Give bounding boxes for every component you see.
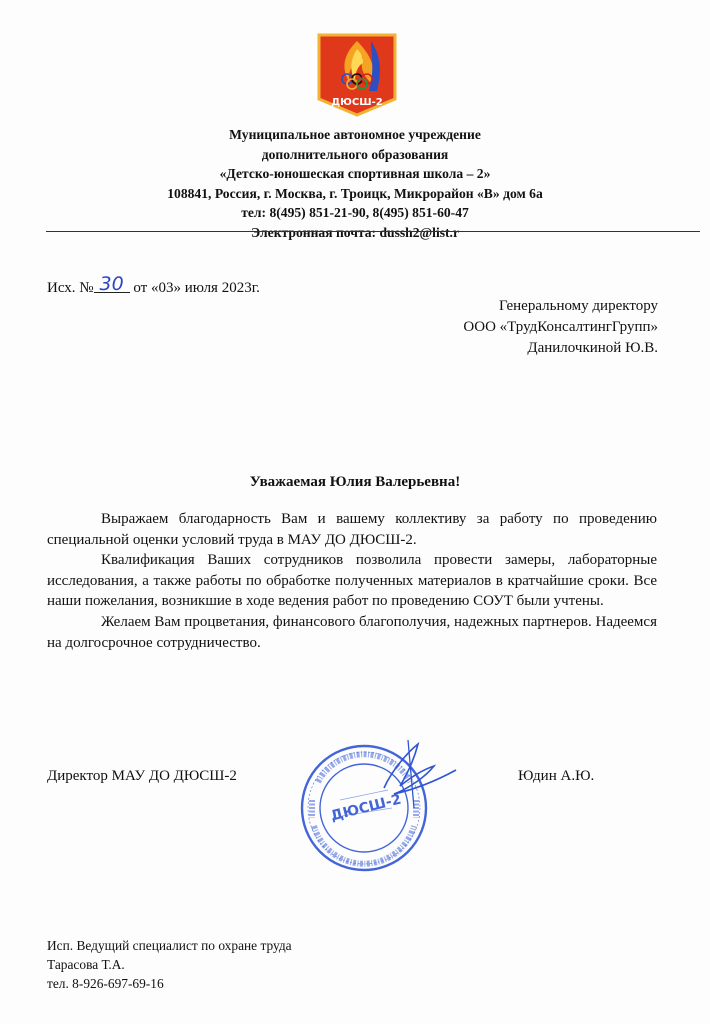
stamp-center-text: ДЮСШ-2 [329,791,403,825]
reference-number: 30 [94,276,130,293]
executor-name: Тарасова Т.А. [47,957,125,972]
executor-position: Исп. Ведущий специалист по охране труда [47,938,292,953]
greeting: Уважаемая Юлия Валерьевна! [249,474,461,490]
header-divider [46,231,700,232]
header-address: 108841, Россия, г. Москва, г. Троицк, Микрорайон «В» дом 6а [167,185,543,201]
header-phones: тел: 8(495) 851-21-90, 8(495) 851-60-47 [241,205,469,221]
signatory-title: Директор МАУ ДО ДЮСШ-2 [47,768,237,784]
addressee-company: ООО «ТрудКонсалтингГрупп» [463,319,658,335]
signatory-name: Юдин А.Ю. [518,768,595,784]
addressee-name: Данилочкиной Ю.В. [527,340,658,356]
official-stamp-icon [288,730,468,880]
executor-block [47,936,292,993]
emblem-text: ДЮСШ-2 [331,97,383,108]
addressee-position: Генеральному директору [498,298,658,314]
outgoing-reference [47,273,260,297]
addressee-block [463,296,658,359]
reference-date: от «03» июля 2023г. [129,280,260,296]
executor-phone: тел. 8-926-697-69-16 [47,976,164,991]
school-emblem-icon [317,33,397,117]
header-line-3: «Детско-юношеская спортивная школа – 2» [219,166,491,182]
letter-body [47,509,657,653]
organization-header [0,125,710,243]
reference-prefix: Исх. № [47,280,94,296]
body-paragraph-2: Квалификация Ваших сотрудников позволила провести замеры, лабораторные исследования, а также работы по обработке полученных материалов в кратчайшие сроки. Все наши пожелания, возникшие в ходе ведения работ по проведению СОУТ были учтены. [47,552,657,610]
body-paragraph-3: Желаем Вам процветания, финансового благополучия, надежных партнеров. Надеемся на долгосрочное сотрудничество. [47,613,657,651]
header-line-2: дополнительного образования [261,146,449,162]
header-line-1: Муниципальное автономное учреждение [229,127,481,142]
signature-scribble [384,744,456,794]
body-paragraph-1: Выражаем благодарность Вам и вашему коллективу за работу по проведению специальной оценки условий труда в МАУ ДО ДЮСШ-2. [47,511,657,548]
header-email: Электронная почта: dussh2@list.r [251,224,459,240]
